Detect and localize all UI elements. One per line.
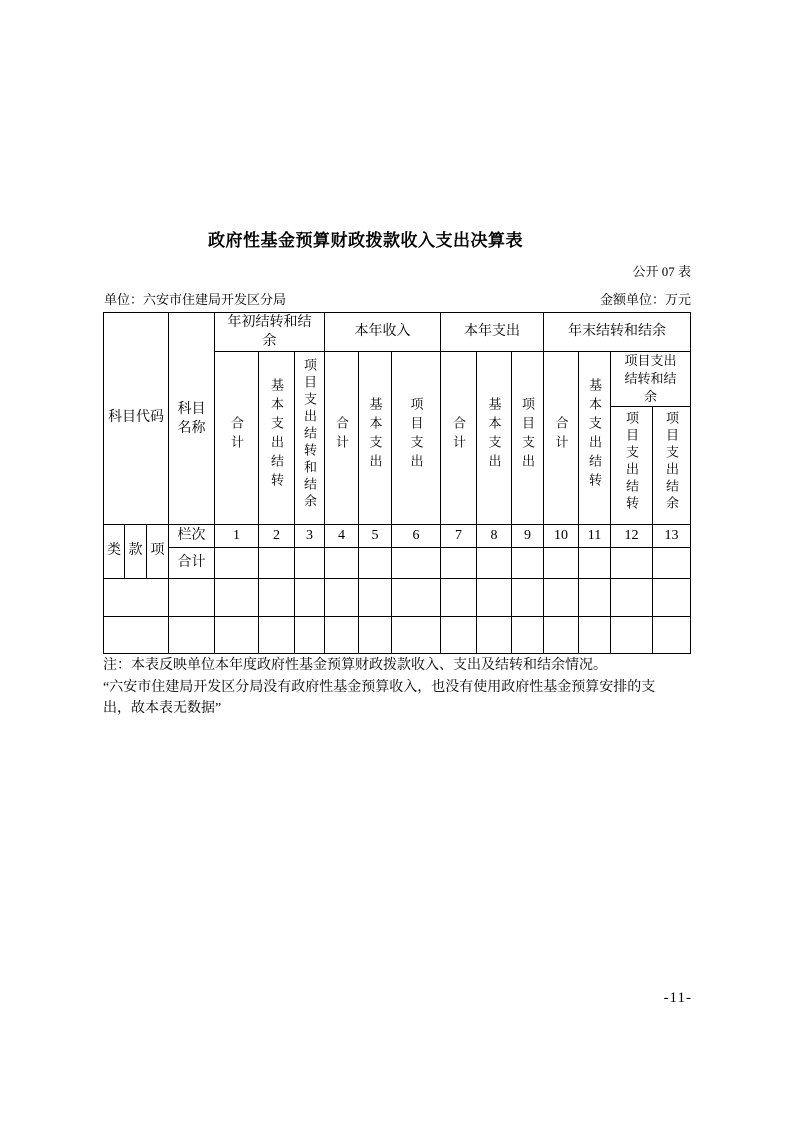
column-number-13: 13 <box>653 525 691 548</box>
data-value-cell <box>611 579 653 617</box>
header-col-8-basic-expense: 基本支出 <box>477 352 512 525</box>
header-col-7-total: 合计 <box>441 352 477 525</box>
header-col-12-project-expense-carryforward: 项目支出结转 <box>611 407 653 525</box>
note-line-3: 出，故本表无数据” <box>103 701 222 716</box>
total-value-cell <box>512 548 544 579</box>
data-name-cell <box>169 617 215 654</box>
data-value-cell <box>215 617 259 654</box>
header-col-13-project-expense-balance: 项目支出结余 <box>653 407 691 525</box>
data-value-cell <box>611 617 653 654</box>
data-value-cell <box>359 579 392 617</box>
column-number-10: 10 <box>544 525 579 548</box>
data-value-cell <box>295 617 325 654</box>
total-value-cell <box>441 548 477 579</box>
code-sub-label-section: 款 <box>125 525 147 579</box>
data-value-cell <box>325 579 359 617</box>
page-title: 政府性基金预算财政拨款收入支出决算表 <box>208 231 523 250</box>
column-number-9: 9 <box>512 525 544 548</box>
header-nested-project-expense-carryover: 项目支出结转和结余 <box>611 352 691 407</box>
header-col-6-project-expense: 项目支出 <box>392 352 441 525</box>
data-value-cell <box>215 579 259 617</box>
header-col-3-project-expense-carryover: 项目支出结转和结余 <box>295 352 325 525</box>
column-number-12: 12 <box>611 525 653 548</box>
total-value-cell <box>295 548 325 579</box>
total-value-cell <box>653 548 691 579</box>
data-value-cell <box>653 617 691 654</box>
page-number: -11- <box>663 990 692 1006</box>
column-number-3: 3 <box>295 525 325 548</box>
data-value-cell <box>512 617 544 654</box>
header-col-9-project-expense: 项目支出 <box>512 352 544 525</box>
total-value-cell <box>579 548 611 579</box>
header-group-year-start-carryover: 年初结转和结余 <box>215 313 325 352</box>
total-value-cell <box>215 548 259 579</box>
data-value-cell <box>392 579 441 617</box>
total-value-cell <box>611 548 653 579</box>
data-row <box>104 617 691 654</box>
header-group-current-year-income: 本年收入 <box>325 313 441 352</box>
form-code-label: 公开 07 表 <box>632 264 691 279</box>
footnotes <box>103 655 683 720</box>
data-code-cell <box>104 579 169 617</box>
data-value-cell <box>579 617 611 654</box>
note-line-1: 注：本表反映单位本年度政府性基金预算财政拨款收入、支出及结转和结余情况。 <box>103 658 607 673</box>
total-row <box>104 548 691 579</box>
data-value-cell <box>259 579 295 617</box>
note-line-2: “六安市住建局开发区分局没有政府性基金预算收入，也没有使用政府性基金预算安排的支 <box>103 679 656 695</box>
header-col-10-total: 合计 <box>544 352 579 525</box>
column-number-4: 4 <box>325 525 359 548</box>
data-value-cell <box>579 579 611 617</box>
data-value-cell <box>325 617 359 654</box>
data-value-cell <box>441 617 477 654</box>
header-col-5-basic-expense: 基本支出 <box>359 352 392 525</box>
column-number-8: 8 <box>477 525 512 548</box>
header-group-current-year-expense: 本年支出 <box>441 313 544 352</box>
data-code-cell <box>104 617 169 654</box>
column-number-2: 2 <box>259 525 295 548</box>
data-value-cell <box>295 579 325 617</box>
data-value-cell <box>653 579 691 617</box>
code-sub-label-class: 类 <box>104 525 125 579</box>
total-value-cell <box>544 548 579 579</box>
data-name-cell <box>169 579 215 617</box>
header-col-11-basic-expense-carryover: 基本支出结转 <box>579 352 611 525</box>
data-value-cell <box>477 579 512 617</box>
header-subject-code: 科目代码 <box>104 313 169 525</box>
total-value-cell <box>259 548 295 579</box>
amount-unit-label: 金额单位：万元 <box>599 292 691 307</box>
data-value-cell <box>544 617 579 654</box>
header-col-1-total: 合计 <box>215 352 259 525</box>
code-sub-label-item: 项 <box>147 525 169 579</box>
data-value-cell <box>477 617 512 654</box>
unit-label: 单位：六安市住建局开发区分局 <box>104 292 287 307</box>
header-col-2-basic-expense-carryover: 基本支出结转 <box>259 352 295 525</box>
column-number-5: 5 <box>359 525 392 548</box>
header-subject-name: 科目名称 <box>169 313 215 525</box>
column-number-7: 7 <box>441 525 477 548</box>
column-number-6: 6 <box>392 525 441 548</box>
total-value-cell <box>392 548 441 579</box>
total-value-cell <box>477 548 512 579</box>
rank-row-label: 栏次 <box>169 525 215 548</box>
data-value-cell <box>259 617 295 654</box>
data-value-cell <box>441 579 477 617</box>
total-value-cell <box>325 548 359 579</box>
header-col-4-total: 合计 <box>325 352 359 525</box>
column-number-row <box>104 525 691 548</box>
data-value-cell <box>544 579 579 617</box>
column-number-11: 11 <box>579 525 611 548</box>
data-value-cell <box>392 617 441 654</box>
total-row-label: 合计 <box>169 548 215 579</box>
total-value-cell <box>359 548 392 579</box>
fund-budget-table <box>103 312 691 654</box>
column-number-1: 1 <box>215 525 259 548</box>
data-row <box>104 579 691 617</box>
header-group-year-end-carryover: 年末结转和结余 <box>544 313 691 352</box>
data-value-cell <box>359 617 392 654</box>
header-group-row <box>104 313 691 352</box>
data-value-cell <box>512 579 544 617</box>
